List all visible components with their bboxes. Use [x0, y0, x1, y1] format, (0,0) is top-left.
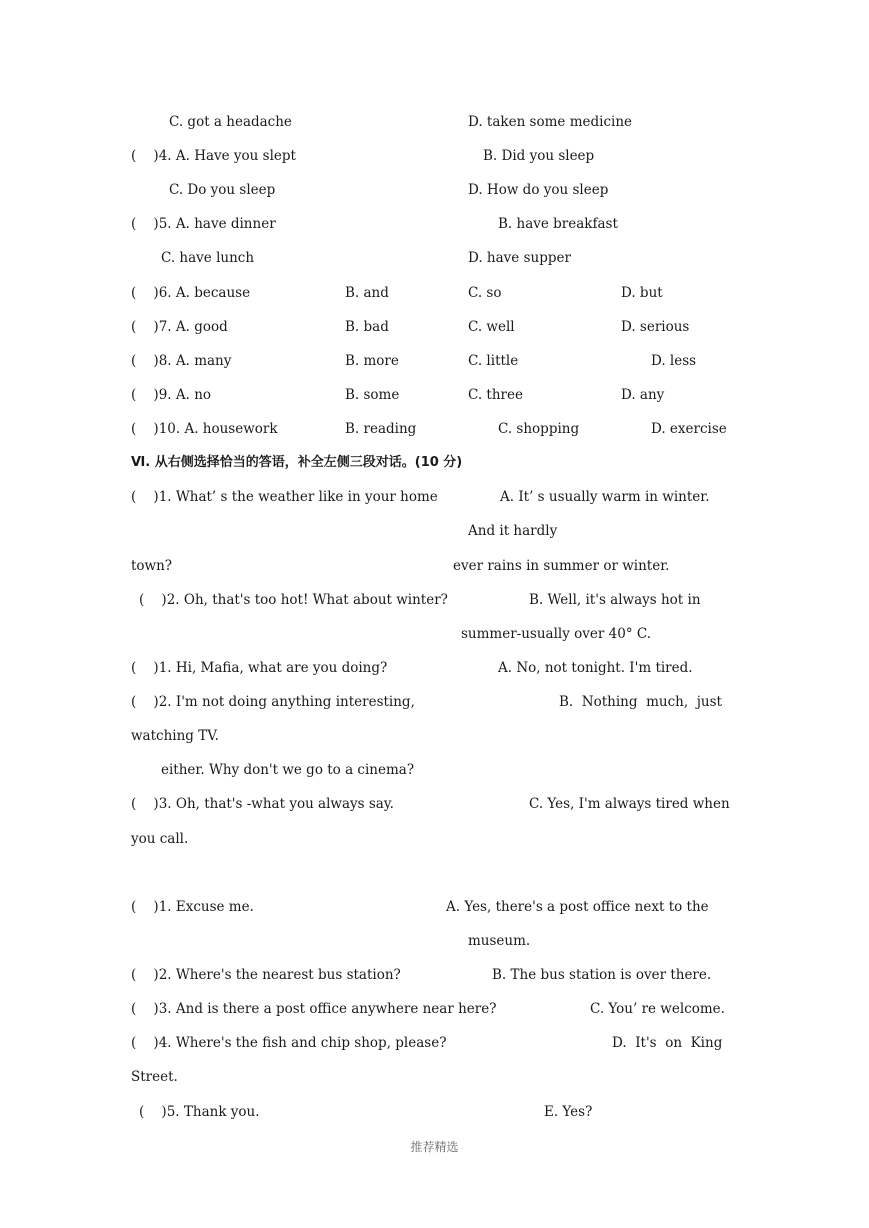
- text-line: ( )4. Where's the fish and chip shop, please?: [131, 1035, 447, 1051]
- text-line: B. have breakfast: [498, 216, 618, 232]
- text-line: C. have lunch: [161, 250, 255, 266]
- text-line: ( )8. A. many: [131, 353, 232, 369]
- text-line: museum.: [468, 933, 531, 949]
- text-line: D. any: [621, 387, 665, 403]
- text-line: ( )9. A. no: [131, 387, 212, 403]
- text-line: watching TV.: [131, 728, 219, 744]
- text-line: A. No, not tonight. I'm tired.: [498, 660, 693, 676]
- text-line: B. Did you sleep: [483, 148, 595, 164]
- text-line: ( )5. Thank you.: [139, 1104, 260, 1120]
- text-line: town?: [131, 558, 173, 574]
- text-line: ( )1. What’ s the weather like in your home: [131, 489, 438, 505]
- text-line: ( )5. A. have dinner: [131, 216, 276, 232]
- section-heading: Ⅵ. 从右侧选择恰当的答语，补全左侧三段对话。(10 分): [131, 455, 463, 470]
- text-line: ( )7. A. good: [131, 319, 228, 335]
- text-line: B. Nothing much, just: [559, 694, 722, 710]
- text-line: C. shopping: [498, 421, 580, 437]
- text-line: And it hardly: [468, 523, 558, 539]
- text-line: B. Well, it's always hot in: [529, 592, 701, 608]
- text-line: C. You’ re welcome.: [590, 1001, 725, 1017]
- text-line: ( )2. I'm not doing anything interesting,: [131, 694, 415, 710]
- text-line: summer-usually over 40° C.: [461, 626, 651, 642]
- text-line: B. some: [345, 387, 400, 403]
- text-line: B. more: [345, 353, 399, 369]
- text-line: C. Do you sleep: [169, 182, 276, 198]
- text-line: ( )10. A. housework: [131, 421, 278, 437]
- text-line: ( )3. Oh, that's -what you always say.: [131, 796, 394, 812]
- text-line: D. exercise: [651, 421, 727, 437]
- text-line: ( )4. A. Have you slept: [131, 148, 296, 164]
- text-line: D. less: [651, 353, 697, 369]
- text-line: E. Yes?: [544, 1104, 593, 1120]
- text-line: A. It’ s usually warm in winter.: [500, 489, 710, 505]
- page-footer: 推荐精选: [410, 1140, 459, 1154]
- text-line: ( )2. Oh, that's too hot! What about winter?: [139, 592, 448, 608]
- text-line: you call.: [131, 831, 189, 847]
- text-line: A. Yes, there's a post office next to the: [446, 899, 709, 915]
- text-line: C. three: [468, 387, 523, 403]
- text-line: C. so: [468, 285, 502, 301]
- text-line: B. reading: [345, 421, 417, 437]
- text-line: C. Yes, I'm always tired when: [529, 796, 730, 812]
- text-line: Street.: [131, 1069, 178, 1085]
- text-line: ever rains in summer or winter.: [453, 558, 670, 574]
- text-line: B. and: [345, 285, 389, 301]
- text-line: ( )2. Where's the nearest bus station?: [131, 967, 401, 983]
- text-line: ( )3. And is there a post office anywhere near here?: [131, 1001, 497, 1017]
- text-line: C. got a headache: [169, 114, 292, 130]
- text-line: B. bad: [345, 319, 389, 335]
- text-line: D. It's on King: [612, 1035, 723, 1051]
- text-line: D. How do you sleep: [468, 182, 609, 198]
- text-line: D. have supper: [468, 250, 571, 266]
- text-line: ( )1. Excuse me.: [131, 899, 254, 915]
- text-line: C. well: [468, 319, 515, 335]
- text-line: D. taken some medicine: [468, 114, 633, 130]
- text-line: D. serious: [621, 319, 690, 335]
- text-line: ( )6. A. because: [131, 285, 251, 301]
- text-line: D. but: [621, 285, 663, 301]
- text-line: either. Why don't we go to a cinema?: [161, 762, 415, 778]
- text-line: B. The bus station is over there.: [492, 967, 712, 983]
- text-line: C. little: [468, 353, 519, 369]
- text-line: ( )1. Hi, Mafia, what are you doing?: [131, 660, 388, 676]
